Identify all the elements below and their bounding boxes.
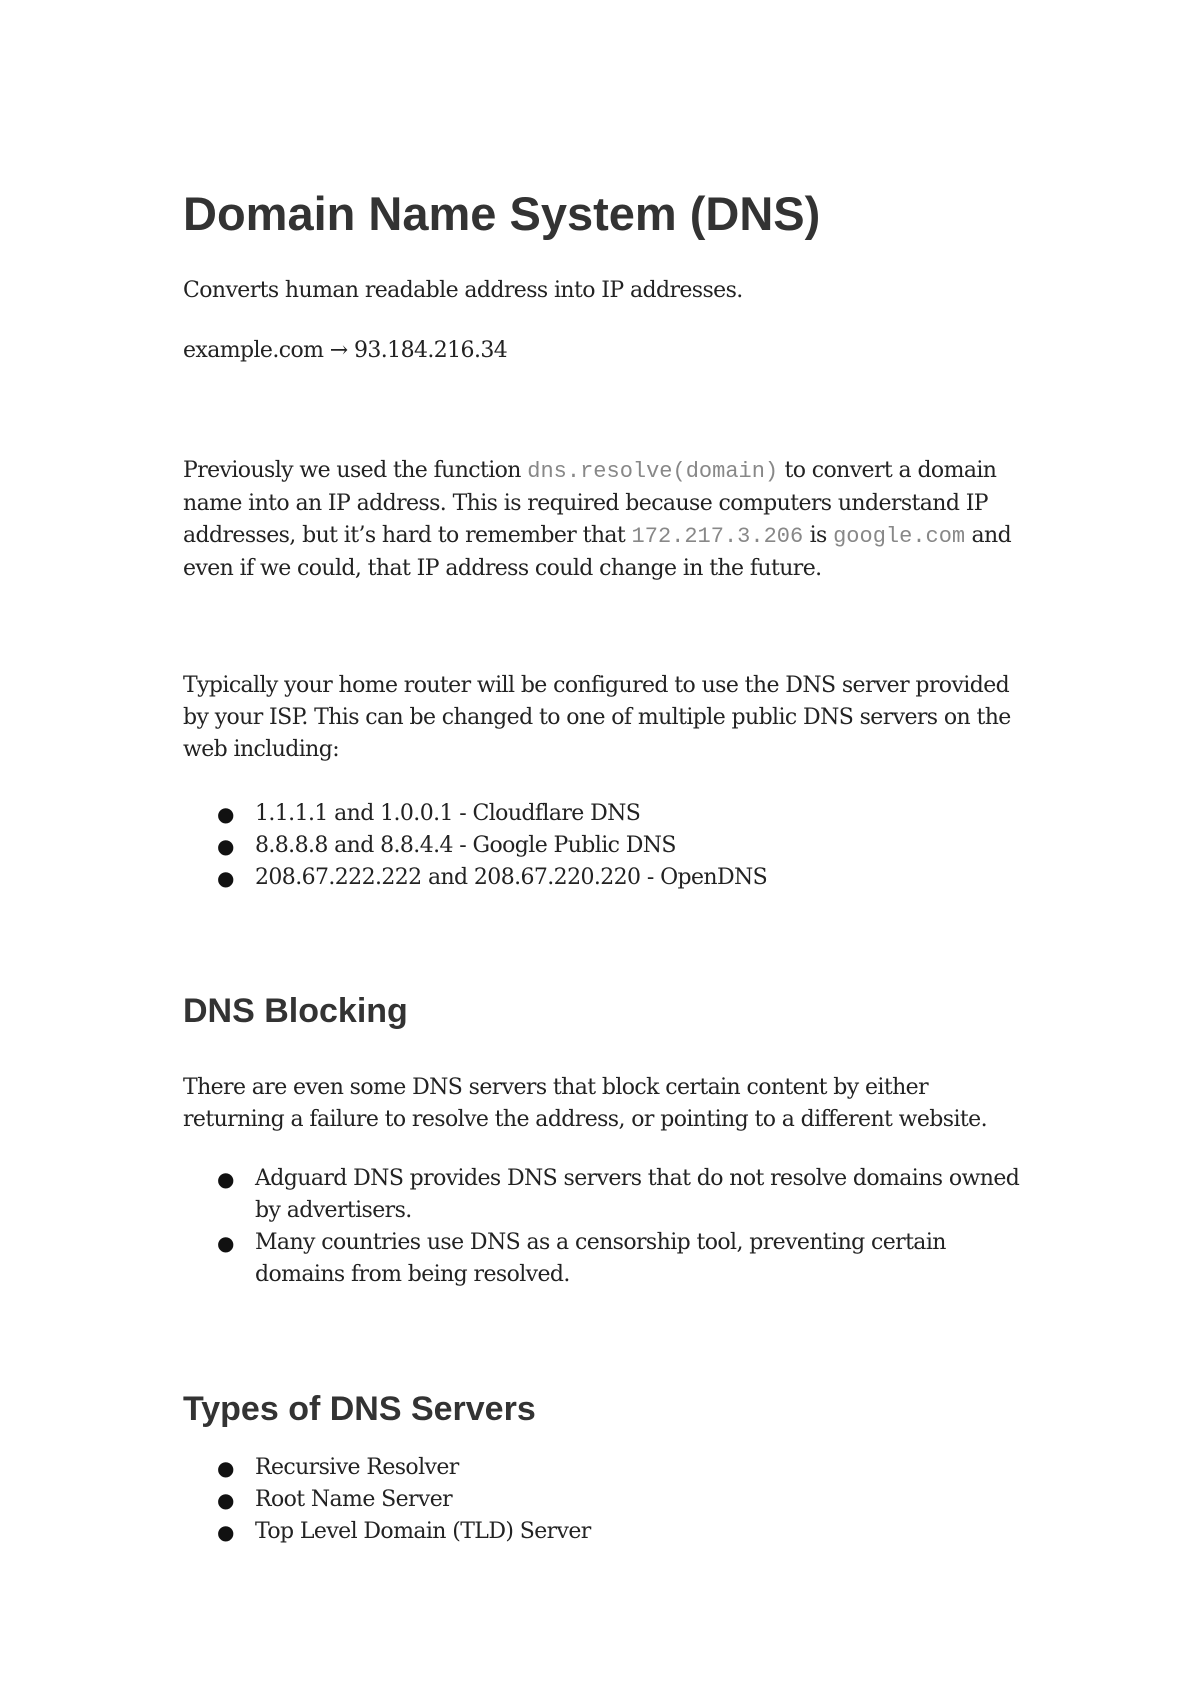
list-item bbox=[183, 862, 1033, 894]
dns-blocking-list bbox=[183, 1163, 1033, 1291]
dns-server-types-list bbox=[183, 1452, 1033, 1548]
paragraph-text: Previously we used the function bbox=[183, 458, 528, 483]
list-item-text: Many countries use DNS as a censorship tool, preventing certain domains from being resolved. bbox=[255, 1230, 946, 1287]
list-item-text: Adguard DNS provides DNS servers that do not resolve domains owned by advertisers. bbox=[255, 1166, 1020, 1223]
paragraph-text: and even if we could, that IP address could change in the future. bbox=[183, 523, 1012, 581]
list-item bbox=[183, 798, 1033, 830]
page-title: Domain Name System (DNS) bbox=[183, 187, 821, 240]
paragraph-dns-blocking: There are even some DNS servers that block certain content by either returning a failure to resolve the address, or pointing to a different website. bbox=[183, 1075, 987, 1132]
inline-code-google-domain: google.com bbox=[833, 524, 966, 549]
list-item bbox=[183, 1163, 1033, 1227]
paragraph-text: is bbox=[803, 523, 834, 548]
list-item bbox=[183, 830, 1033, 862]
list-item-text: 208.67.222.222 and 208.67.220.220 - OpenDNS bbox=[255, 865, 768, 890]
paragraph-dns-resolve bbox=[183, 455, 1033, 585]
inline-code-ip-address: 172.217.3.206 bbox=[631, 524, 804, 549]
bullet-icon: ● bbox=[217, 1520, 234, 1544]
bullet-icon: ● bbox=[217, 1456, 234, 1480]
list-item-text: 1.1.1.1 and 1.0.0.1 - Cloudflare DNS bbox=[255, 801, 641, 826]
list-item-text: Root Name Server bbox=[255, 1487, 453, 1512]
public-dns-list bbox=[183, 798, 1033, 894]
list-item bbox=[183, 1484, 1033, 1516]
intro-text: Converts human readable address into IP addresses. bbox=[183, 278, 743, 303]
section-heading-dns-server-types: Types of DNS Servers bbox=[183, 1390, 536, 1428]
bullet-icon: ● bbox=[217, 802, 234, 826]
example-mapping: example.com → 93.184.216.34 bbox=[183, 338, 508, 363]
bullet-icon: ● bbox=[217, 834, 234, 858]
bullet-icon: ● bbox=[217, 1231, 234, 1255]
list-item-text: Top Level Domain (TLD) Server bbox=[255, 1519, 591, 1544]
paragraph-home-router: Typically your home router will be configured to use the DNS server provided by your ISP. This can be changed to one of multiple public DNS servers on the web including: bbox=[183, 673, 1011, 762]
inline-code-dns-resolve: dns.resolve(domain) bbox=[527, 459, 779, 484]
list-item bbox=[183, 1452, 1033, 1484]
list-item-text: 8.8.8.8 and 8.8.4.4 - Google Public DNS bbox=[255, 833, 676, 858]
list-item bbox=[183, 1227, 1033, 1291]
list-item-text: Recursive Resolver bbox=[255, 1455, 459, 1480]
paragraph-text: to convert a domain name into an IP address. This is required because computers understand IP addresses, but it’s hard to remember that bbox=[183, 458, 997, 548]
bullet-icon: ● bbox=[217, 866, 234, 890]
bullet-icon: ● bbox=[217, 1167, 234, 1191]
section-heading-dns-blocking: DNS Blocking bbox=[183, 992, 408, 1030]
bullet-icon: ● bbox=[217, 1488, 234, 1512]
list-item bbox=[183, 1516, 1033, 1548]
